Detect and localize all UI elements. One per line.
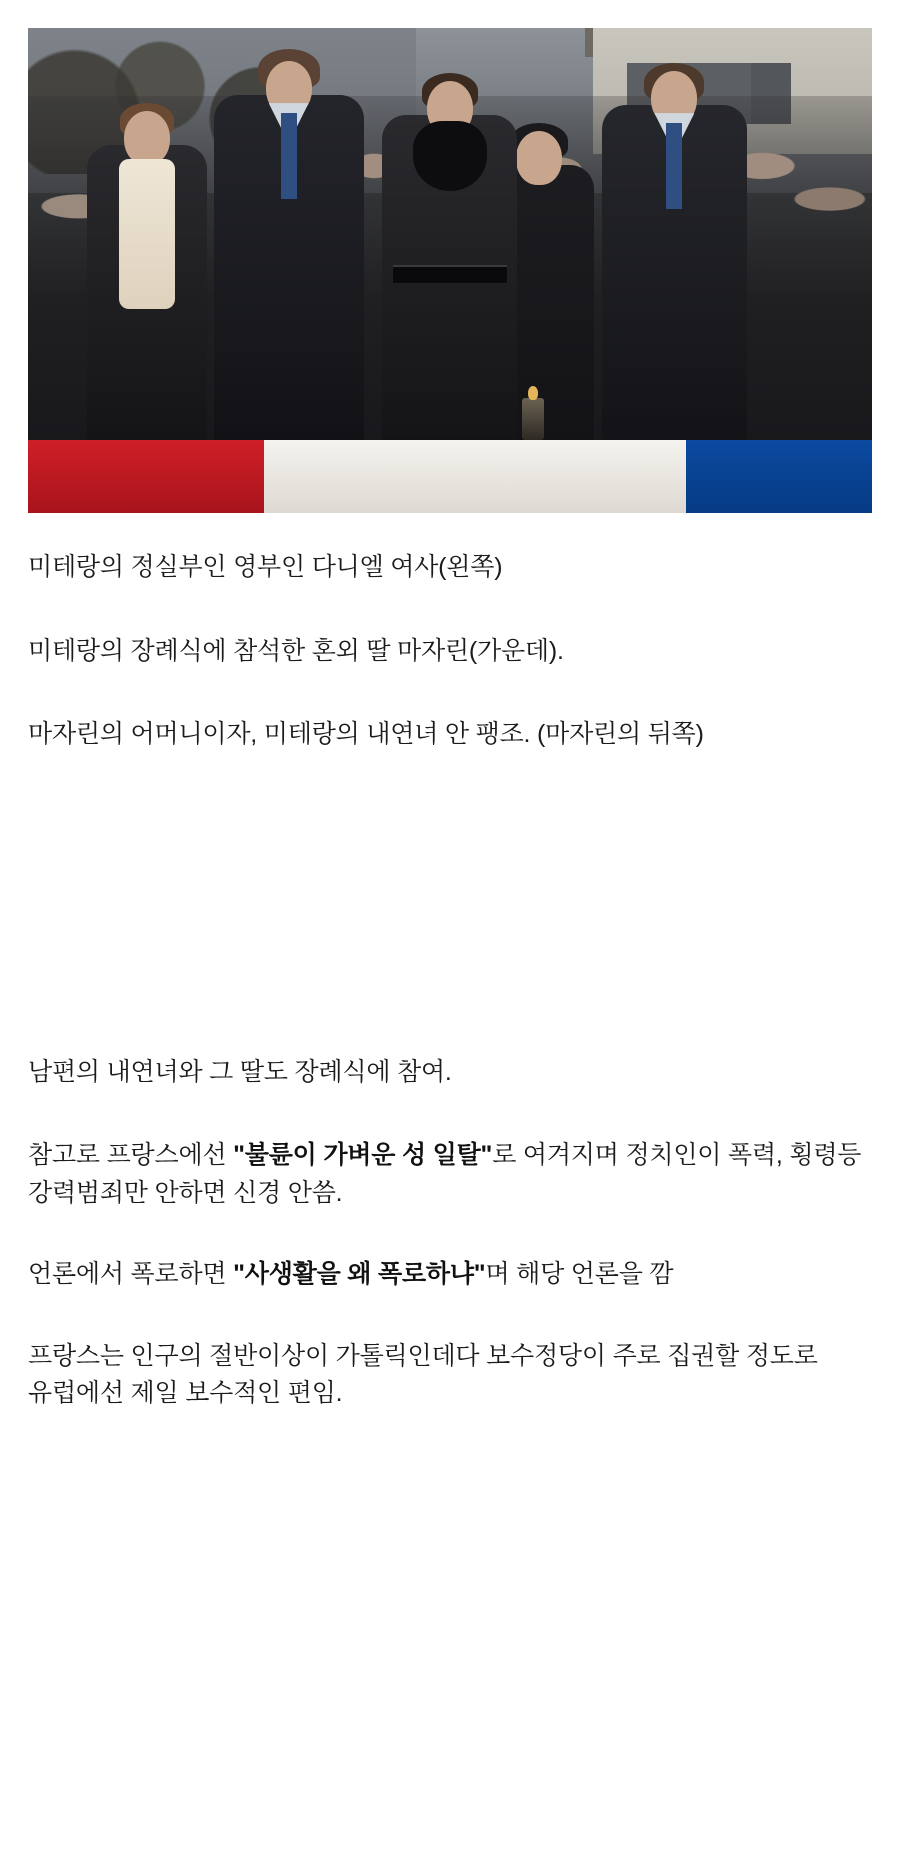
figure-head xyxy=(516,131,562,185)
candle-icon xyxy=(522,398,544,440)
paragraph-7: 프랑스는 인구의 절반이상이 가톨릭인데다 보수정당이 주로 집권할 정도로 유럽에선 제일 보수적인 편임. xyxy=(28,1341,818,1407)
paragraph-4: 남편의 내연녀와 그 딸도 장례식에 참여. xyxy=(28,1057,452,1086)
paragraph-3: 마자린의 어머니이자, 미테랑의 내연녀 안 팽조. (마자린의 뒤쪽) xyxy=(28,720,704,748)
paragraph-6-after: 며 해당 언론을 깜 xyxy=(485,1260,674,1288)
flag-stripe-red xyxy=(28,440,264,513)
figure-man-right xyxy=(602,105,747,445)
figure-man-left xyxy=(214,95,364,445)
figure-belt xyxy=(393,265,506,283)
funeral-photo xyxy=(28,28,872,513)
paragraph-5-after: 로 여겨지며 정치인이 폭력, 횡령등 강력범죄만 안하면 신경 안씀. xyxy=(28,1141,862,1207)
paragraph-5 xyxy=(28,1137,872,1212)
figure-tie xyxy=(666,123,682,209)
flag-stripe-white xyxy=(264,440,686,513)
flag-stripe-blue xyxy=(686,440,872,513)
paragraph-1: 미테랑의 정실부인 영부인 다니엘 여사(왼쪽) xyxy=(28,553,503,581)
article-body xyxy=(0,513,900,1473)
flag-draped-coffin xyxy=(28,440,872,513)
figure-daniel xyxy=(87,145,207,445)
figure-tie xyxy=(281,113,297,199)
paragraph-6-before: 언론에서 폭로하면 xyxy=(28,1260,234,1288)
paragraph-2: 미테랑의 장례식에 참석한 혼외 딸 마자린(가운데). xyxy=(28,636,564,665)
figure-head xyxy=(124,111,170,165)
paragraph-6-quote: "사생활을 왜 폭로하냐" xyxy=(233,1260,486,1288)
paragraph-5-before: 참고로 프랑스에선 xyxy=(28,1141,234,1169)
figure-collar xyxy=(413,121,487,191)
photo-container xyxy=(0,0,900,513)
paragraph-6 xyxy=(28,1256,872,1294)
figure-mazarine xyxy=(382,115,517,445)
figure-scarf xyxy=(119,159,175,309)
paragraph-5-quote: "불륜이 가벼운 성 일탈" xyxy=(233,1141,493,1169)
